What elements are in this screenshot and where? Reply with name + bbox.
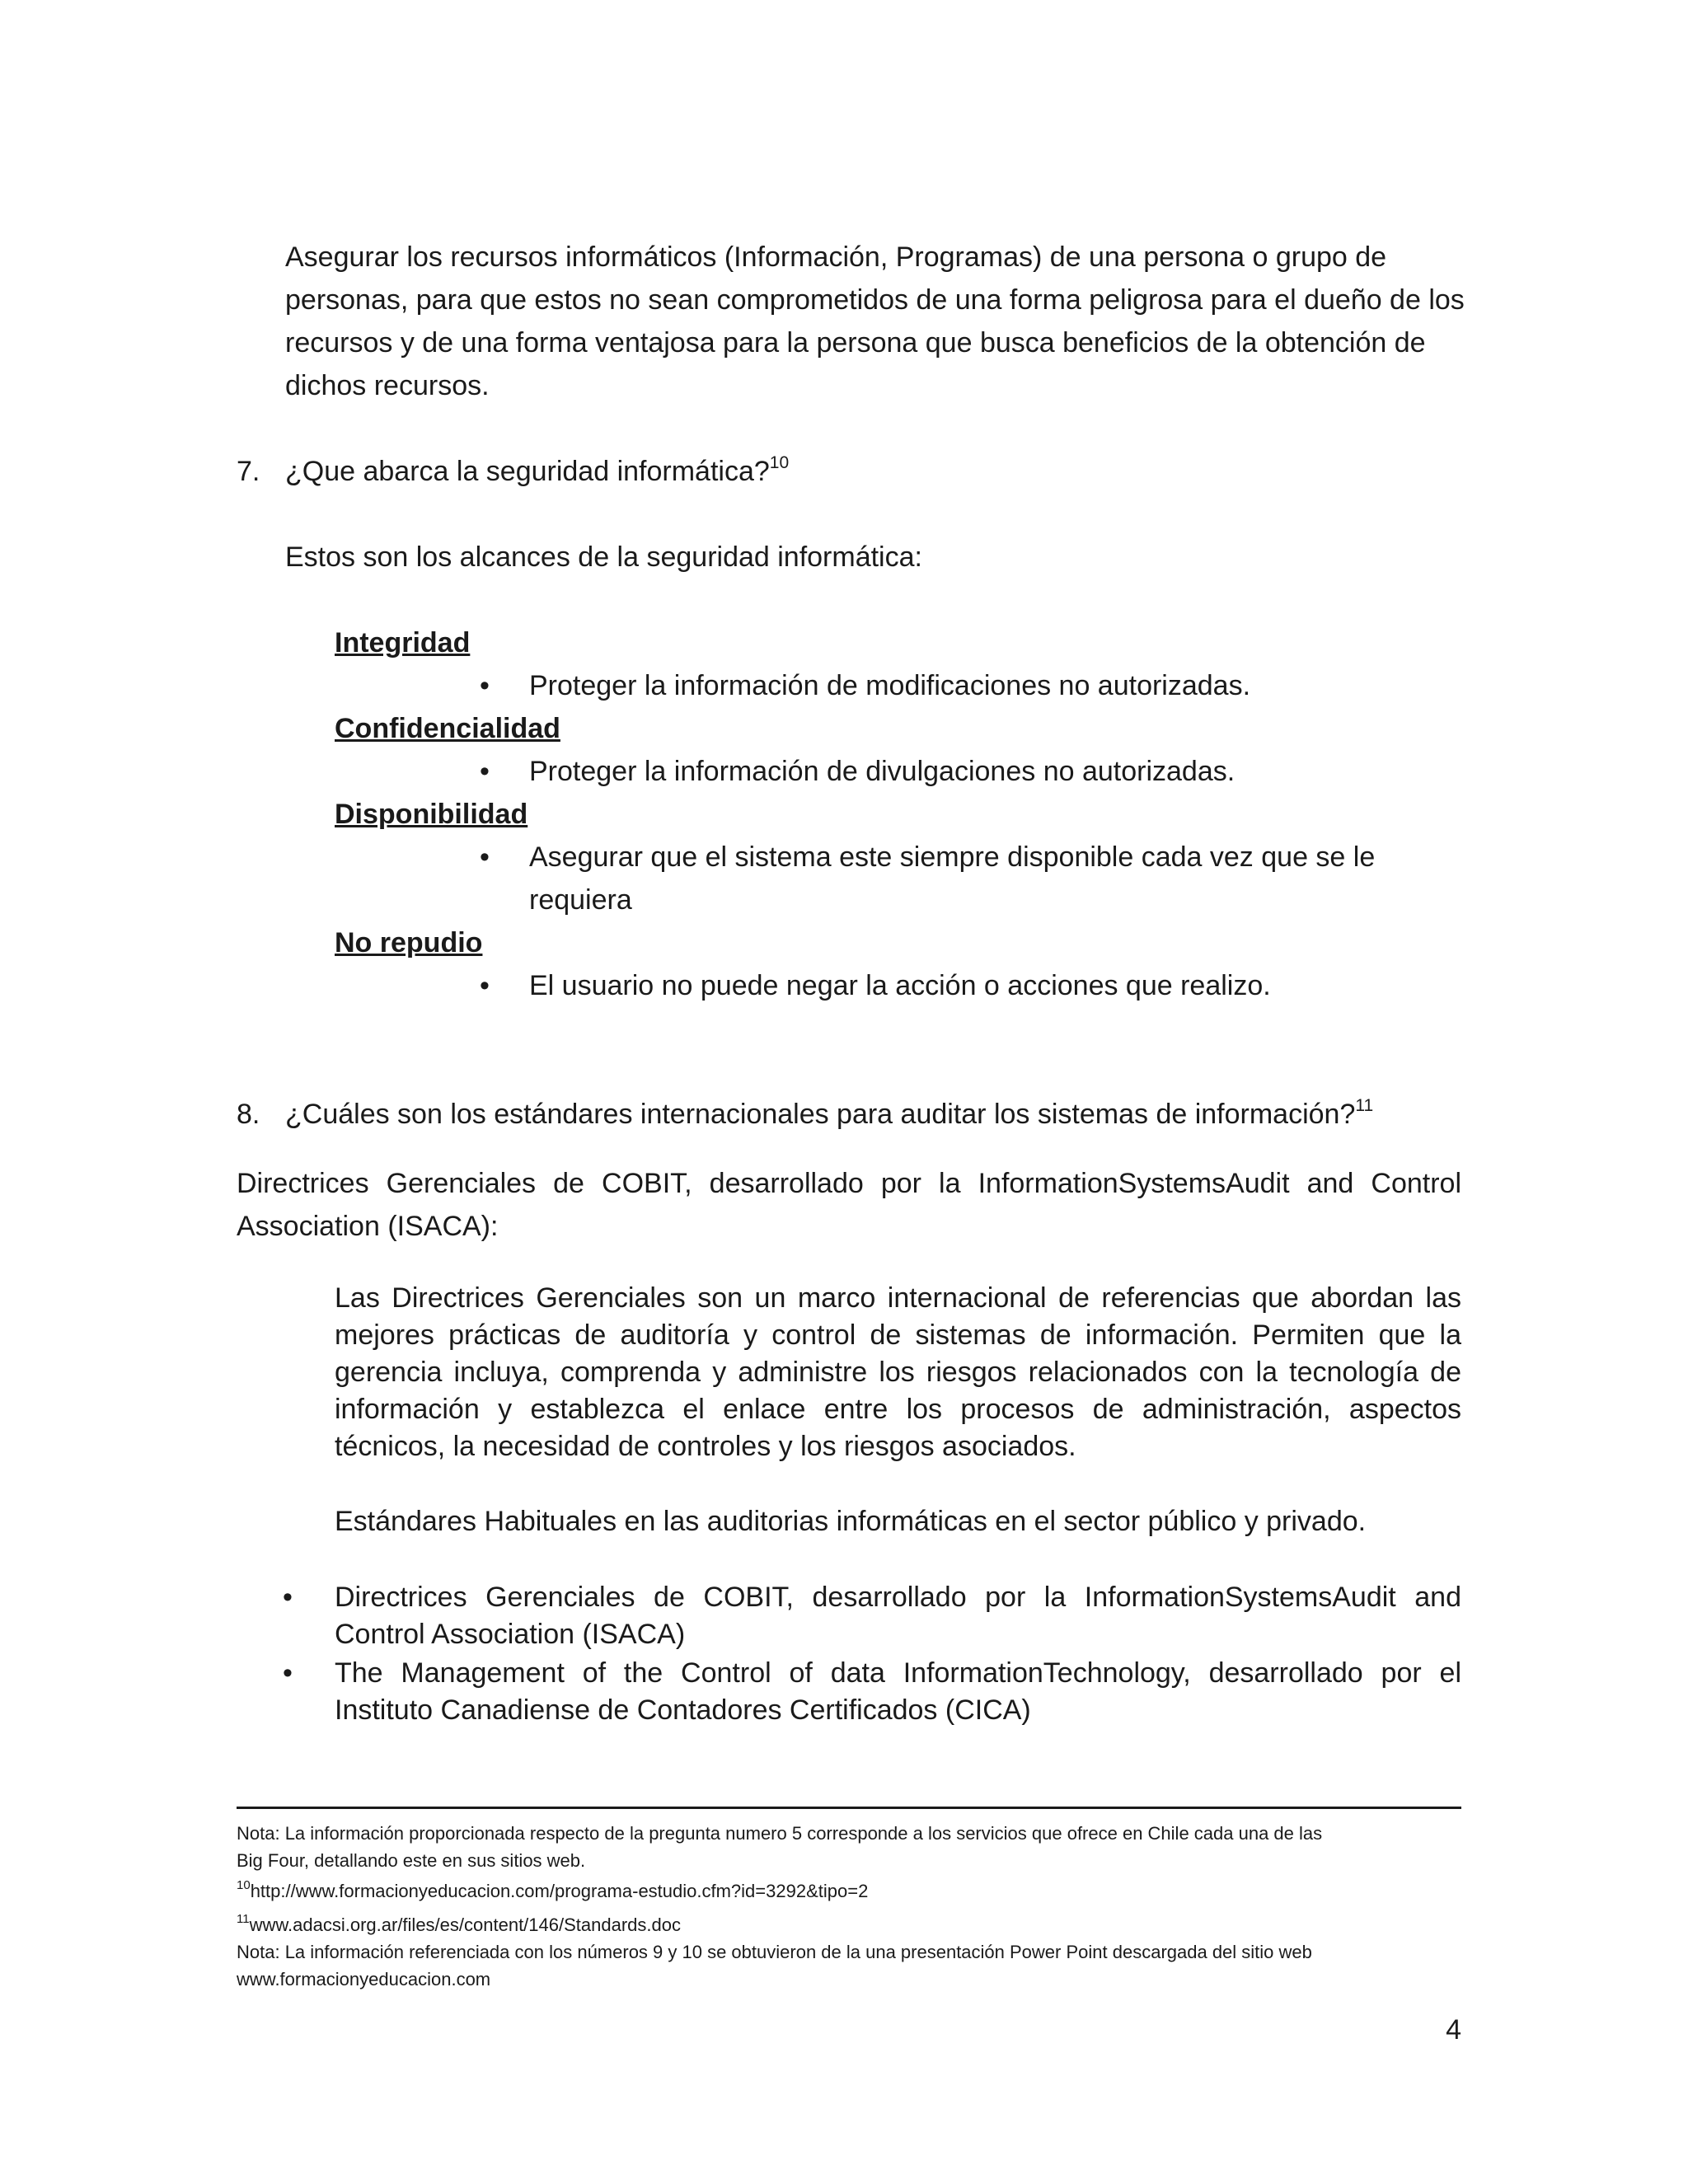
bullet-text: Proteger la información de divulgaciones no autorizadas. bbox=[529, 756, 1236, 787]
footnote-separator bbox=[237, 1807, 1461, 1809]
q8-footnote-ref: 11 bbox=[1355, 1096, 1374, 1115]
intro-paragraph bbox=[285, 236, 1465, 407]
intro-line: dichos recursos. bbox=[285, 370, 490, 401]
heading-integridad: Integridad bbox=[335, 627, 471, 658]
heading-disponibilidad: Disponibilidad bbox=[335, 799, 528, 830]
q7-question bbox=[285, 450, 789, 493]
bullet: • bbox=[480, 670, 490, 701]
footnote-11-num: 11 bbox=[237, 1912, 250, 1926]
bullet-line: requiera bbox=[529, 884, 632, 916]
footnote-10-num: 10 bbox=[237, 1878, 251, 1892]
footnote-nota2-line: www.formacionyeducacion.com bbox=[237, 1969, 491, 1990]
bullet-text: El usuario no puede negar la acción o acciones que realizo. bbox=[529, 970, 1271, 1001]
bullet-line: Asegurar que el sistema este siempre disponible cada vez que se le bbox=[529, 841, 1376, 873]
footnote-11 bbox=[237, 1911, 1322, 1938]
q7-footnote-ref: 10 bbox=[769, 453, 790, 472]
bullet: • bbox=[480, 841, 490, 873]
q8-question bbox=[285, 1093, 1373, 1136]
q7-lead: Estos son los alcances de la seguridad informática: bbox=[285, 541, 922, 573]
footnote-nota2-line: Nota: La información referenciada con los números 9 y 10 se obtuvieron de la una presentación Power Point descargada del sitio web bbox=[237, 1942, 1312, 1962]
intro-line: recursos y de una forma ventajosa para la persona que busca beneficios de la obtención de bbox=[285, 327, 1426, 359]
footnotes bbox=[237, 1820, 1322, 1993]
q7-number: 7. bbox=[237, 456, 260, 487]
bullet-text: Proteger la información de modificaciones no autorizadas. bbox=[529, 670, 1251, 701]
heading-confidencialidad: Confidencialidad bbox=[335, 713, 560, 744]
page-number: 4 bbox=[1446, 2014, 1461, 2046]
bullet-text bbox=[529, 836, 1375, 921]
intro-line: personas, para que estos no sean comprometidos de una forma peligrosa para el dueño de los bbox=[285, 284, 1465, 316]
q8-quote: Las Directrices Gerenciales son un marco internacional de referencias que abordan las mejores prácticas de auditoría y control de sistemas de información. Permiten que la gerencia incluya, comprenda y administre los riesgos relacionados con la tecnología de información y establezca el enlace entre los procesos de administración, aspectos técnicos, la necesidad de controles y los riesgos asociados. bbox=[335, 1282, 1461, 1462]
footnote-10-link[interactable]: http://www.formacionyeducacion.com/programa-estudio.cfm?id=3292&tipo=2 bbox=[250, 1881, 869, 1901]
q8-question-text: ¿Cuáles son los estándares internacionales para auditar los sistemas de información? bbox=[285, 1099, 1356, 1130]
q7-question-text: ¿Que abarca la seguridad informática? bbox=[285, 456, 770, 487]
heading-no-repudio: No repudio bbox=[335, 927, 483, 958]
bullet: • bbox=[480, 756, 490, 787]
footnote-nota1-line: Big Four, detallando este en sus sitios web. bbox=[237, 1850, 586, 1871]
footnote-nota1-line: Nota: La información proporcionada respecto de la pregunta numero 5 corresponde a los servicios que ofrece en Chile cada una de las bbox=[237, 1823, 1323, 1844]
bullet: • bbox=[283, 1582, 293, 1613]
intro-line: Asegurar los recursos informáticos (Información, Programas) de una persona o grupo de bbox=[285, 241, 1387, 273]
q8-habituales: Estándares Habituales en las auditorias informáticas en el sector público y privado. bbox=[335, 1506, 1367, 1537]
list-item: The Management of the Control of data InformationTechnology, desarrollado por el Instituto Canadiense de Contadores Certificados (CICA) bbox=[335, 1657, 1461, 1726]
q8-intro: Directrices Gerenciales de COBIT, desarrollado por la InformationSystemsAudit and Control Association (ISACA): bbox=[237, 1168, 1461, 1242]
bullet: • bbox=[480, 970, 490, 1001]
footnote-10 bbox=[237, 1877, 1322, 1905]
list-item: Directrices Gerenciales de COBIT, desarrollado por la InformationSystemsAudit and Control Association (ISACA) bbox=[335, 1582, 1461, 1650]
bullet: • bbox=[283, 1657, 293, 1689]
footnote-11-link[interactable]: www.adacsi.org.ar/files/es/content/146/Standards.doc bbox=[249, 1915, 681, 1935]
q8-number: 8. bbox=[237, 1099, 260, 1130]
